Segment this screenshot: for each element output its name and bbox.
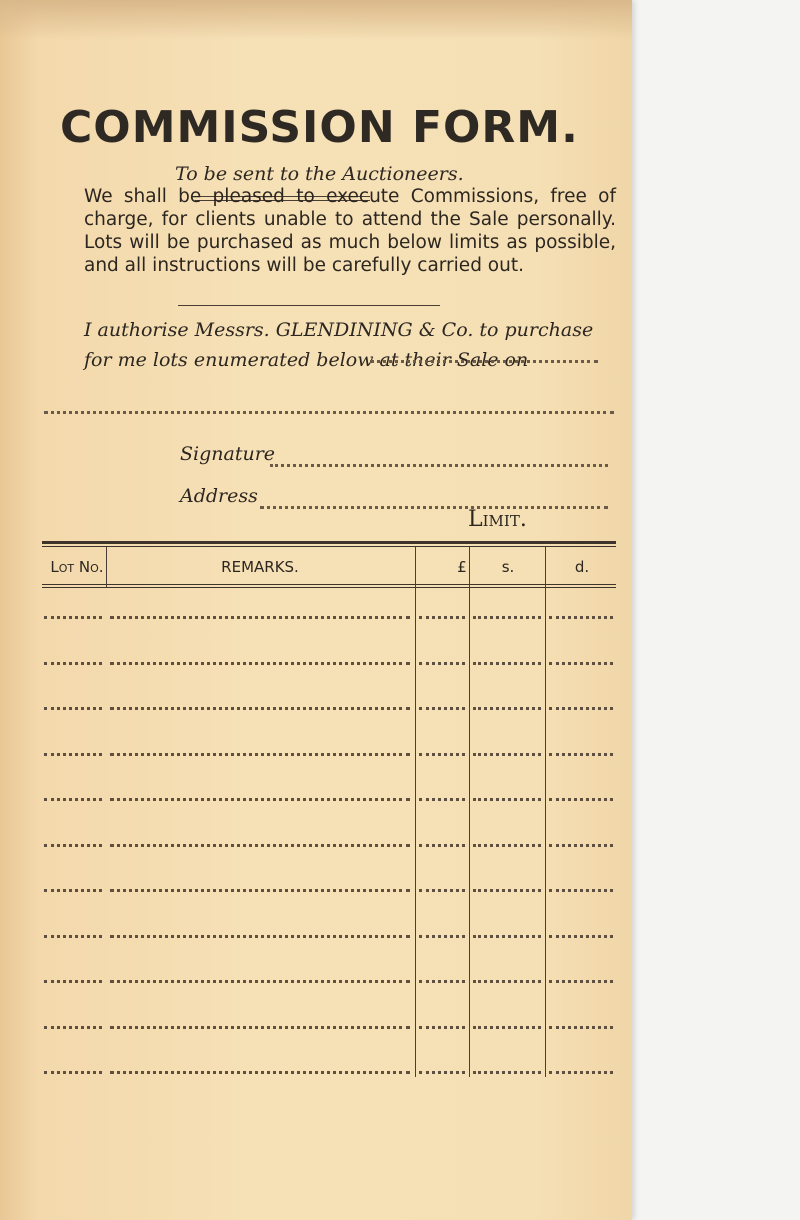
sale-date-field[interactable]: [370, 360, 598, 363]
shillings-field[interactable]: [473, 889, 541, 892]
shillings-field[interactable]: [473, 980, 541, 983]
pounds-header: £: [457, 558, 467, 576]
remarks-field[interactable]: [110, 1026, 410, 1029]
pounds-field[interactable]: [419, 662, 465, 665]
lot-number-field[interactable]: [44, 980, 102, 983]
remarks-field[interactable]: [110, 662, 410, 665]
lot-number-field[interactable]: [44, 844, 102, 847]
authorisation-statement: [84, 315, 616, 375]
pence-field[interactable]: [549, 1071, 613, 1074]
lot-number-field[interactable]: [44, 1026, 102, 1029]
lot-number-field[interactable]: [44, 935, 102, 938]
form-title: COMMISSION FORM.: [60, 102, 579, 153]
pence-field[interactable]: [549, 753, 613, 756]
shillings-field[interactable]: [473, 707, 541, 710]
remarks-field[interactable]: [110, 980, 410, 983]
lot-number-field[interactable]: [44, 889, 102, 892]
pounds-field[interactable]: [419, 935, 465, 938]
table-top-rule-thin: [42, 546, 616, 547]
shillings-field[interactable]: [473, 753, 541, 756]
remarks-field[interactable]: [110, 616, 410, 619]
pence-field[interactable]: [549, 935, 613, 938]
column-divider-lot: [106, 547, 107, 587]
column-divider-pounds: [469, 547, 470, 1077]
pounds-field[interactable]: [419, 616, 465, 619]
pounds-field[interactable]: [419, 1026, 465, 1029]
lot-number-field[interactable]: [44, 707, 102, 710]
shillings-field[interactable]: [473, 1026, 541, 1029]
signature-label: Signature: [180, 443, 276, 465]
remarks-field[interactable]: [110, 889, 410, 892]
pence-field[interactable]: [549, 798, 613, 801]
lot-number-field[interactable]: [44, 798, 102, 801]
lot-number-header: Lot No.: [50, 558, 104, 576]
address-label: Address: [180, 485, 258, 507]
sale-date-field-continued[interactable]: [44, 411, 614, 414]
intro-divider: [178, 305, 440, 306]
column-divider-remarks: [415, 547, 416, 1077]
pounds-field[interactable]: [419, 1071, 465, 1074]
shillings-field[interactable]: [473, 1071, 541, 1074]
signature-field[interactable]: [270, 464, 608, 467]
shillings-field[interactable]: [473, 844, 541, 847]
pence-field[interactable]: [549, 980, 613, 983]
pence-header: d.: [574, 558, 590, 576]
pounds-field[interactable]: [419, 798, 465, 801]
shillings-field[interactable]: [473, 935, 541, 938]
pounds-field[interactable]: [419, 980, 465, 983]
shillings-header: s.: [501, 558, 515, 576]
column-divider-shillings: [545, 547, 546, 1077]
pounds-field[interactable]: [419, 844, 465, 847]
shillings-field[interactable]: [473, 662, 541, 665]
pence-field[interactable]: [549, 844, 613, 847]
table-top-rule: [42, 541, 616, 544]
pence-field[interactable]: [549, 889, 613, 892]
remarks-field[interactable]: [110, 935, 410, 938]
lot-number-field[interactable]: [44, 1071, 102, 1074]
pence-field[interactable]: [549, 616, 613, 619]
shillings-field[interactable]: [473, 616, 541, 619]
header-bottom-rule-2: [42, 587, 616, 588]
remarks-field[interactable]: [110, 844, 410, 847]
pounds-field[interactable]: [419, 753, 465, 756]
pence-field[interactable]: [549, 707, 613, 710]
lot-number-field[interactable]: [44, 616, 102, 619]
header-bottom-rule: [42, 584, 616, 585]
lot-number-field[interactable]: [44, 753, 102, 756]
remarks-field[interactable]: [110, 1071, 410, 1074]
limit-heading: Limit.: [468, 507, 527, 532]
authorisation-text: I authorise Messrs. GLENDINING & Co. to purchase for me lots enumerated below at their Sale on: [84, 319, 594, 371]
remarks-header: REMARKS.: [221, 558, 299, 576]
pence-field[interactable]: [549, 1026, 613, 1029]
pounds-field[interactable]: [419, 889, 465, 892]
pence-field[interactable]: [549, 662, 613, 665]
shillings-field[interactable]: [473, 798, 541, 801]
remarks-field[interactable]: [110, 798, 410, 801]
address-field[interactable]: [260, 506, 608, 509]
remarks-field[interactable]: [110, 707, 410, 710]
lot-number-field[interactable]: [44, 662, 102, 665]
remarks-field[interactable]: [110, 753, 410, 756]
form-subtitle: To be sent to the Auctioneers.: [175, 163, 464, 185]
pounds-field[interactable]: [419, 707, 465, 710]
intro-paragraph: We shall be pleased to execute Commissions, free of charge, for clients unable to attend the Sale personally. Lots will be purchased as much below limits as possible, and all instructions will be carefully carried out.: [84, 186, 616, 276]
